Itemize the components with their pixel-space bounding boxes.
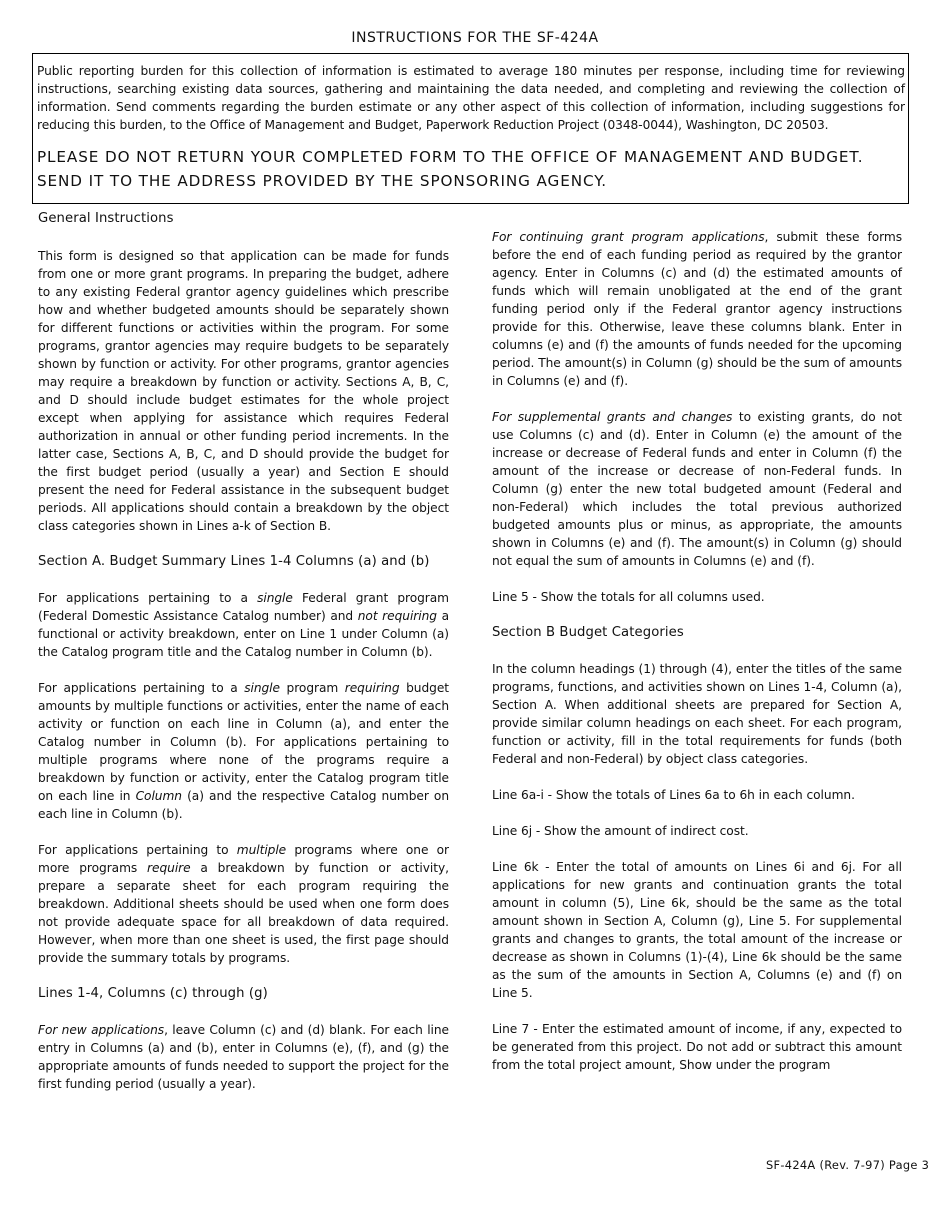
lines-1-4-heading: Lines 1-4, Columns (c) through (g): [38, 986, 268, 1001]
section-a-heading: Section A. Budget Summary Lines 1-4 Columns (a) and (b): [38, 554, 430, 569]
form-footer: SF-424A (Rev. 7-97) Page 3: [766, 1158, 930, 1172]
page-title: INSTRUCTIONS FOR THE SF-424A: [351, 30, 599, 46]
warning-line-1: PLEASE DO NOT RETURN YOUR COMPLETED FORM TO THE OFFICE OF MANAGEMENT AND BUDGET.: [37, 148, 864, 166]
section-b-text: In the column headings (1) through (4), enter the titles of the same programs, functions, and activities shown on Lines 1-4, Column (a), Section A. When additional sheets are prepared for Section A, provide similar column headings on each sheet. For each program, function or activity, fill in the total requirements for funds (both Federal and non-Federal) by object class categories.: [492, 662, 902, 766]
section-a-paragraph-2: For applications pertaining to a single program requiring budget amounts by multiple functions or activities, enter the name of each activity or function on each line in Column (a), and enter the Catalog number in Column (b). For applications pertaining to multiple programs where none of the programs require a breakdown by function or activity, enter the Catalog program title on each line in Column (a) and the respective Catalog number on each line in Column (b).: [38, 681, 450, 821]
general-instructions-text: This form is designed so that application can be made for funds from one or more grant programs. In preparing the budget, adhere to any existing Federal grantor agency guidelines which prescribe how and whether budgeted amounts should be separately shown for different functions or activities within the program. For some programs, grantor agencies may require budgets to be separately shown by function or activity. For other programs, grantor agencies may require a breakdown by function or activity. Sections A, B, C, and D should include budget estimates for the whole project except when applying for assistance which requires Federal authorization in annual or other funding period increments. In the latter case, Sections A, B, C, and D should provide the budget for the first budget period (usually a year) and Section E should present the need for Federal assistance in the subsequent budget periods. All applications should contain a breakdown by the object class categories shown in Lines a-k of Section B.: [38, 249, 449, 533]
line-7-instruction: Line 7 - Enter the estimated amount of income, if any, expected to be generated from this project. Do not add or subtract this amount from the total project amount, Show under the program: [492, 1022, 902, 1072]
continuing-grants-paragraph: For continuing grant program applications, submit these forms before the end of each funding period as required by the grantor agency. Enter in Columns (c) and (d) the estimated amounts of funds which will remain unobligated at the end of the grant funding period only if the Federal grantor agency instructions provide for this. Otherwise, leave these columns blank. Enter in columns (e) and (f) the amounts of funds needed for the upcoming period. The amount(s) in Column (g) should be the sum of amounts in Columns (e) and (f).: [492, 230, 902, 388]
section-b-heading: Section B Budget Categories: [492, 625, 684, 640]
section-a-paragraph-1: For applications pertaining to a single Federal grant program (Federal Domestic Assistance Catalog number) and not requiring a functional or activity breakdown, enter on Line 1 under Column (a) the Catalog program title and the Catalog number in Column (b).: [38, 591, 449, 659]
line-6j-instruction: Line 6j - Show the amount of indirect cost.: [492, 824, 749, 838]
burden-notice-box: [32, 53, 909, 204]
burden-statement: Public reporting burden for this collection of information is estimated to average 180 minutes per response, including time for reviewing instructions, searching existing data sources, gathering and maintaining the data needed, and completing and reviewing the collection of information. Send comments regarding the burden estimate or any other aspect of this collection of information, including suggestions for reducing this burden, to the Office of Management and Budget, Paperwork Reduction Project (0348-0044), Washington, DC 20503.: [37, 64, 905, 132]
warning-line-2: SEND IT TO THE ADDRESS PROVIDED BY THE SPONSORING AGENCY.: [37, 171, 608, 190]
line-6k-instruction: Line 6k - Enter the total of amounts on Lines 6i and 6j. For all applications for new grants and continuation grants the total amount in column (5), Line 6k, should be the same as the total amount shown in Section A, Column (g), Line 5. For supplemental grants and changes to grants, the total amount of the increase or decrease as shown in Columns (1)-(4), Line 6k should be the same as the sum of the amounts in Section A, Columns (e) and (f) on Line 5.: [492, 860, 902, 1000]
new-applications-paragraph: For new applications, leave Column (c) and (d) blank. For each line entry in Columns (a) and (b), enter in Columns (e), (f), and (g) the appropriate amounts of funds needed to support the project for the first funding period (usually a year).: [38, 1023, 449, 1091]
line-5-instruction: Line 5 - Show the totals for all columns used.: [492, 590, 765, 604]
right-column: [492, 228, 902, 1074]
supplemental-grants-paragraph: For supplemental grants and changes to existing grants, do not use Columns (c) and (d). Enter in Column (e) the amount of the increase or decrease of Federal funds and enter in Column (f) the amount of the increase or decrease of non-Federal funds. In Column (g) enter the new total budgeted amount (Federal and non-Federal) which includes the total previous authorized budgeted amounts plus or minus, as appropriate, the amounts shown in Columns (e) and (f). The amount(s) in Column (g) should not equal the sum of amounts in Columns (e) and (f).: [492, 410, 902, 568]
return-warning: [37, 146, 905, 193]
section-a-paragraph-3: For applications pertaining to multiple programs where one or more programs require a breakdown by function or activity, prepare a separate sheet for each program requiring the breakdown. Additional sheets should be used when one form does not provide adequate space for all breakdown of data required. However, when more than one sheet is used, the first page should provide the summary totals by programs.: [38, 843, 449, 965]
left-column: [38, 210, 449, 1093]
line-6a-i-instruction: Line 6a-i - Show the totals of Lines 6a to 6h in each column.: [492, 788, 855, 802]
general-instructions-heading: General Instructions: [38, 211, 174, 226]
